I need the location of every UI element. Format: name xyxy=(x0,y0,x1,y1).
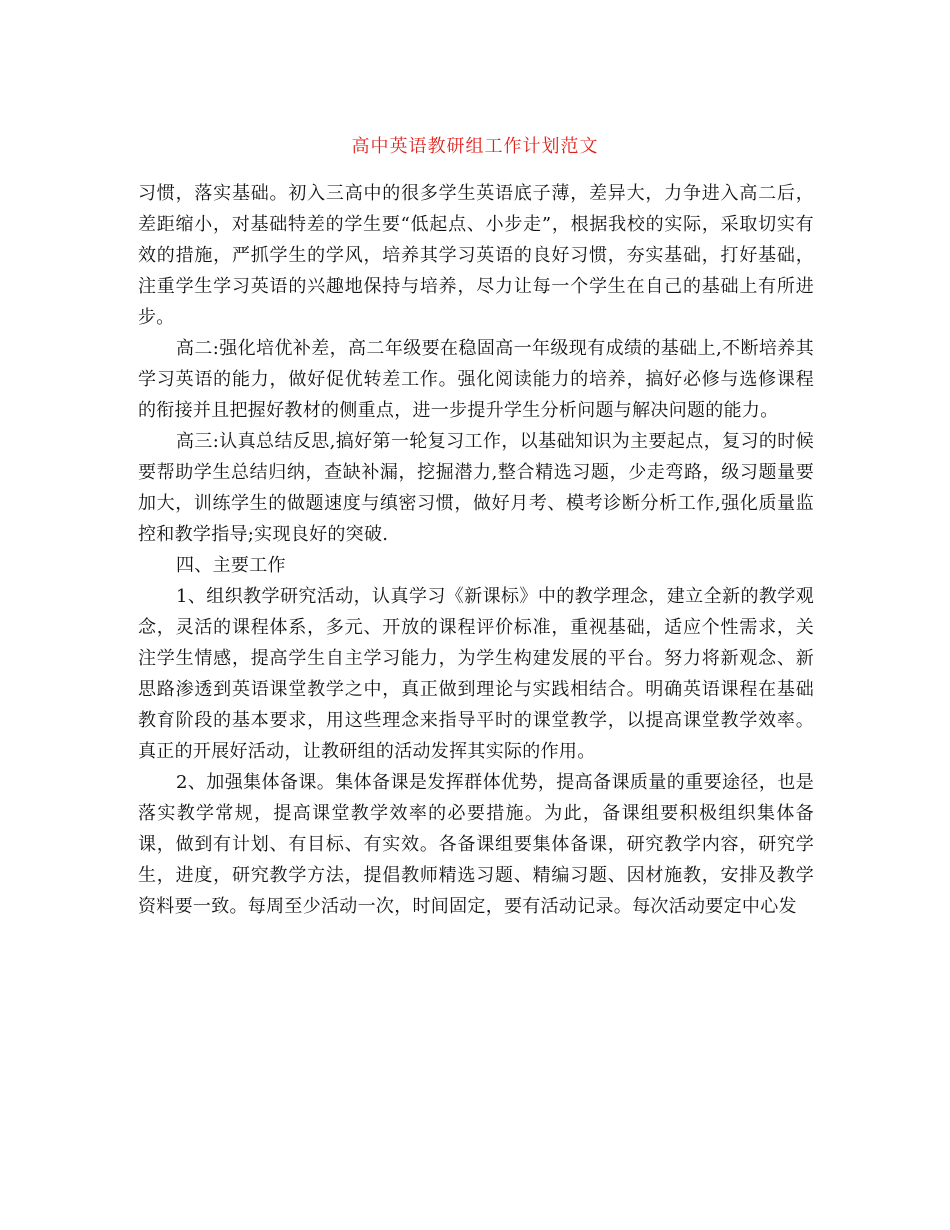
section-heading-main-work: 四、主要工作 xyxy=(176,555,286,576)
paragraph-grade-two: 高二:强化培优补差，高二年级要在稳固高一年级现有成绩的基础上,不断培养其学习英语的能力，做好促优转差工作。强化阅读能力的培养，搞好必修与选修课程的衔接并且把握好教材的侧重点，进一步提升学生分析问题与解决问题的能力。 xyxy=(138,338,814,421)
paragraph-item-1: 1、组织教学研究活动，认真学习《新课标》中的教学理念，建立全新的教学观念，灵活的课程体系，多元、开放的课程评价标准，重视基础，适应个性需求，关注学生情感，提高学生自主学习能力，为学生构建发展的平台。努力将新观念、新思路渗透到英语课堂教学之中，真正做到理论与实践相结合。明确英语课程在基础教育阶段的基本要求，用这些理念来指导平时的课堂教学，以提高课堂教学效率。真正的开展好活动，让教研组的活动发挥其实际的作用。 xyxy=(138,586,814,762)
document-body xyxy=(138,178,814,922)
paragraph-item-2: 2、加强集体备课。集体备课是发挥群体优势，提高备课质量的重要途径，也是落实教学常规，提高课堂教学效率的必要措施。为此，备课组要积极组织集体备课，做到有计划、有目标、有实效。各备课组要集体备课，研究教学内容，研究学生，进度，研究教学方法，提倡教师精选习题、精编习题、因材施教，安排及教学资料要一致。每周至少活动一次，时间固定，要有活动记录。每次活动要定中心发 xyxy=(138,772,814,917)
paragraph-continuation: 习惯，落实基础。初入三高中的很多学生英语底子薄，差异大，力争进入高二后，差距缩小，对基础特差的学生要“低起点、小步走”，根据我校的实际，采取切实有效的措施，严抓学生的学风，培养其学习英语的良好习惯，夯实基础，打好基础，注重学生学习英语的兴趣地保持与培养，尽力让每一个学生在自己的基础上有所进步。 xyxy=(138,183,814,328)
paragraph-grade-three: 高三:认真总结反思,搞好第一轮复习工作，以基础知识为主要起点，复习的时候要帮助学生总结归纳，查缺补漏，挖掘潜力,整合精选习题，少走弯路，级习题量要加大，训练学生的做题速度与缜密习惯，做好月考、模考诊断分析工作,强化质量监控和教学指导;实现良好的突破. xyxy=(138,431,814,545)
document-title: 高中英语教研组工作计划范文 xyxy=(351,136,599,157)
